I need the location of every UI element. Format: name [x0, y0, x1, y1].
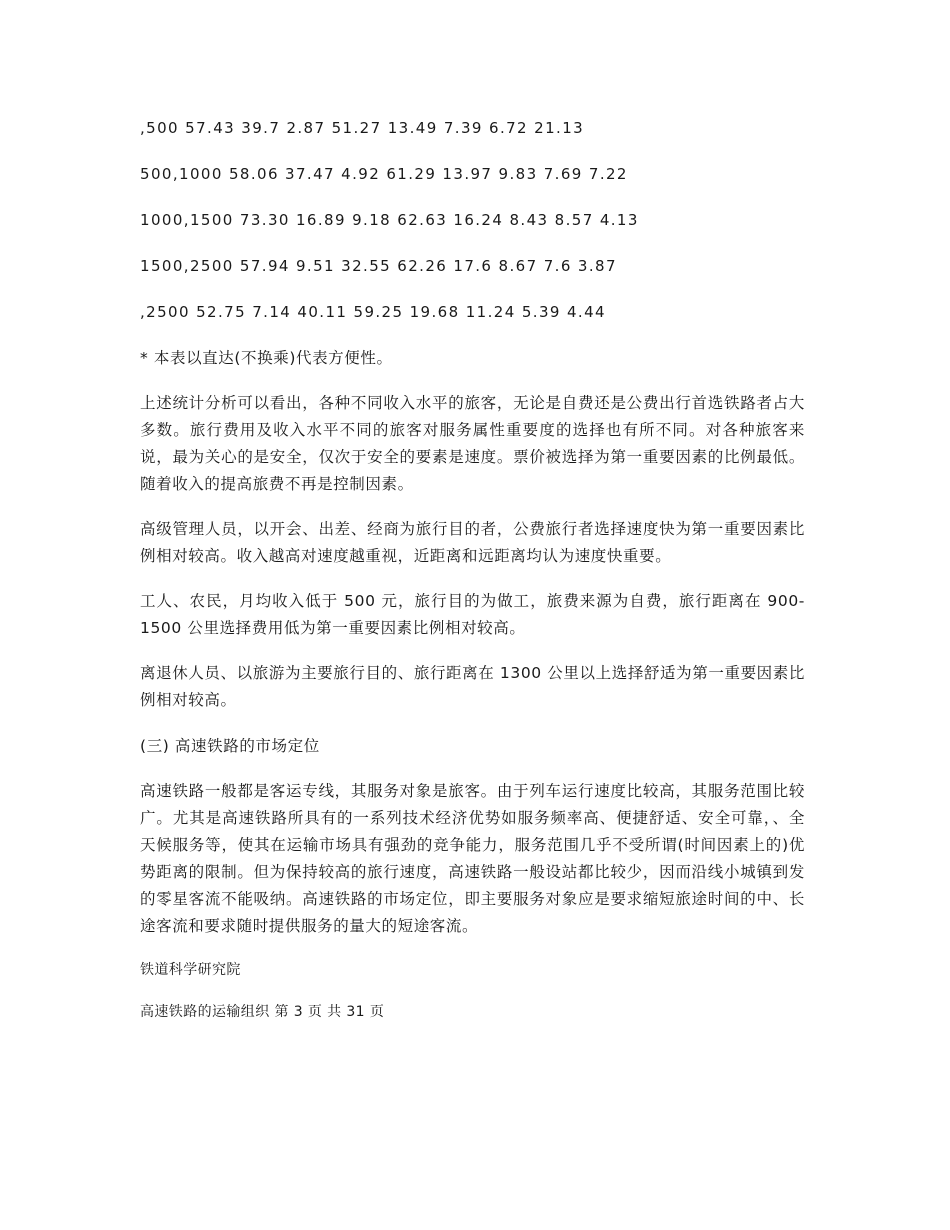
table-note: * 本表以直达(不换乘)代表方便性。 — [140, 349, 393, 367]
table-row: ,2500 52.75 7.14 40.11 59.25 19.68 11.24 5.39 4.44 — [140, 303, 606, 321]
table-row: 1500,2500 57.94 9.51 32.55 62.26 17.6 8.67 7.6 3.87 — [140, 257, 617, 275]
section-paragraph: 高速铁路一般都是客运专线，其服务对象是旅客。由于列车运行速度比较高，其服务范围比较广。尤其是高速铁路所具有的一系列技术经济优势如服务频率高、便捷舒适、安全可靠，、全天候服务等，使其在运输市场具有强劲的竞争能力，服务范围几乎不受所谓(时间因素上的)优势距离的限制。但为保持较高的旅行速度，高速铁路一般设站都比较少，因而沿线小城镇到发的零星客流不能吸纳。高速铁路的市场定位，即主要服务对象应是要求缩短旅途时间的中、长途客流和要求随时提供服务的量大的短途客流。 — [140, 782, 805, 935]
body-paragraph: 高级管理人员，以开会、出差、经商为旅行目的者，公费旅行者选择速度快为第一重要因素比例相对较高。收入越高对速度越重视，近距离和远距离均认为速度快重要。 — [140, 520, 805, 565]
table-row: 1000,1500 73.30 16.89 9.18 62.63 16.24 8.43 8.57 4.13 — [140, 211, 639, 229]
page-content — [140, 114, 805, 1042]
body-paragraph: 离退休人员、以旅游为主要旅行目的、旅行距离在 1300 公里以上选择舒适为第一重要因素比例相对较高。 — [140, 664, 805, 709]
table-row: 500,1000 58.06 37.47 4.92 61.29 13.97 9.83 7.69 7.22 — [140, 165, 628, 183]
footer-page-info: 高速铁路的运输组织 第 3 页 共 31 页 — [140, 1004, 385, 1020]
body-paragraph: 上述统计分析可以看出，各种不同收入水平的旅客，无论是自费还是公费出行首选铁路者占大多数。旅行费用及收入水平不同的旅客对服务属性重要度的选择也有所不同。对各种旅客来说，最为关心的是安全，仅次于安全的要素是速度。票价被选择为第一重要因素的比例最低。随着收入的提高旅费不再是控制因素。 — [140, 394, 805, 493]
table-row: ,500 57.43 39.7 2.87 51.27 13.49 7.39 6.72 21.13 — [140, 119, 585, 137]
section-heading: (三) 高速铁路的市场定位 — [140, 737, 320, 755]
footer-institution: 铁道科学研究院 — [140, 962, 241, 978]
body-paragraph: 工人、农民，月均收入低于 500 元，旅行目的为做工，旅费来源为自费，旅行距离在 900-1500 公里选择费用低为第一重要因素比例相对较高。 — [140, 592, 805, 637]
